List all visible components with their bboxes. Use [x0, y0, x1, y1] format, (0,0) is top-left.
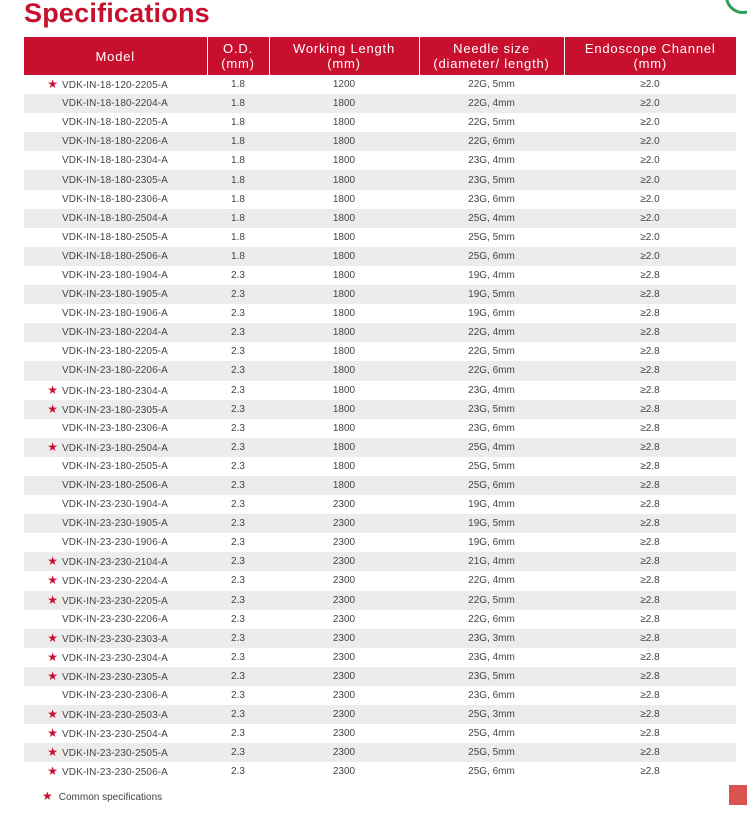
star-icon: ★: [47, 439, 58, 454]
od-cell: 2.3: [231, 269, 245, 281]
working-length-cell: 1800: [332, 269, 356, 281]
needle-size-cell: 19G, 5mm: [419, 514, 564, 533]
model-number: VDK-IN-18-180-2204-A: [62, 98, 168, 110]
needle-size-cell: 19G, 6mm: [468, 308, 515, 320]
working-length-cell: 2300: [332, 575, 356, 587]
endoscope-channel-cell: ≥2.8: [564, 361, 736, 380]
header-endoscope-channel: [564, 37, 736, 75]
star-icon: ★: [47, 668, 58, 683]
model-number: VDK-IN-23-230-1904-A: [62, 499, 168, 511]
model-number: VDK-IN-18-180-2505-A: [62, 231, 168, 243]
model-cell: [24, 304, 207, 323]
model-cell: [24, 342, 207, 361]
endoscope-channel-cell: ≥2.0: [564, 132, 736, 151]
od-cell: 2.3: [231, 460, 245, 472]
od-cell: 2.3: [231, 728, 245, 740]
od-cell: 2.3: [231, 537, 245, 549]
working-length-cell: 1800: [332, 308, 356, 320]
star-icon: ★: [47, 554, 58, 569]
model-cell: [24, 190, 207, 209]
od-cell: 2.3: [207, 400, 269, 419]
working-length-cell: 1800: [332, 231, 356, 243]
endoscope-channel-cell: ≥2.8: [564, 400, 736, 419]
table-row: [24, 571, 736, 590]
table-row: [24, 514, 736, 533]
model-cell: [24, 266, 207, 285]
header-model-label: Model: [95, 48, 135, 64]
model-cell: [24, 552, 207, 571]
od-cell: 2.3: [207, 743, 269, 762]
model-number: VDK-IN-18-180-2305-A: [62, 174, 168, 186]
endoscope-channel-cell: ≥2.8: [640, 766, 660, 778]
needle-size-cell: 23G, 6mm: [468, 690, 515, 702]
working-length-cell: 1800: [269, 209, 419, 228]
endoscope-channel-cell: ≥2.8: [640, 308, 660, 320]
endoscope-channel-cell: ≥2.8: [640, 728, 660, 740]
page-title: Specifications: [24, 0, 210, 28]
table-row: [24, 342, 736, 361]
table-row: [24, 285, 736, 304]
needle-size-cell: 25G, 6mm: [468, 766, 515, 778]
working-length-cell: 2300: [269, 591, 419, 610]
working-length-cell: 1800: [332, 155, 356, 167]
table-row: [24, 228, 736, 247]
endoscope-channel-cell: ≥2.8: [564, 552, 736, 571]
header-needle-size-label: Needle size: [453, 41, 530, 56]
model-cell: [24, 228, 207, 247]
star-icon: ★: [47, 592, 58, 607]
star-icon: ★: [47, 630, 58, 645]
table-row: [24, 743, 736, 762]
working-length-cell: 1800: [269, 400, 419, 419]
model-number: VDK-IN-23-180-2506-A: [62, 480, 168, 492]
star-icon: ★: [47, 573, 58, 588]
endoscope-channel-cell: ≥2.8: [564, 438, 736, 457]
needle-size-cell: 23G, 4mm: [468, 384, 515, 396]
needle-size-cell: 25G, 6mm: [419, 476, 564, 495]
endoscope-channel-cell: ≥2.8: [564, 476, 736, 495]
model-number: VDK-IN-18-180-2506-A: [62, 250, 168, 262]
header-endoscope-channel-label: Endoscope Channel: [584, 41, 716, 56]
working-length-cell: 2300: [269, 629, 419, 648]
legend-label: Common specifications: [58, 792, 163, 803]
od-cell: 2.3: [207, 323, 269, 342]
od-cell: 2.3: [231, 766, 245, 778]
od-cell: 1.8: [207, 247, 269, 266]
needle-size-cell: 22G, 5mm: [419, 591, 564, 610]
needle-size-cell: 22G, 5mm: [468, 79, 515, 91]
decorative-side-block: [729, 785, 747, 805]
table-row: [24, 400, 736, 419]
model-cell: [24, 724, 207, 743]
model-number: VDK-IN-18-120-2205-A: [62, 80, 168, 92]
working-length-cell: 1800: [332, 193, 356, 205]
needle-size-cell: 25G, 4mm: [419, 438, 564, 457]
endoscope-channel-cell: ≥2.8: [640, 575, 660, 587]
model-cell: [24, 667, 207, 686]
model-cell: [24, 94, 207, 113]
model-number: VDK-IN-23-230-2304-A: [62, 652, 168, 664]
model-number: VDK-IN-23-230-2305-A: [62, 671, 168, 683]
working-length-cell: 2300: [332, 728, 356, 740]
table-row: [24, 209, 736, 228]
endoscope-channel-cell: ≥2.8: [564, 285, 736, 304]
endoscope-channel-cell: ≥2.0: [640, 117, 660, 129]
endoscope-channel-cell: ≥2.0: [640, 79, 660, 91]
endoscope-channel-cell: ≥2.8: [640, 651, 660, 663]
needle-size-cell: 25G, 5mm: [468, 460, 515, 472]
model-number: VDK-IN-23-230-1905-A: [62, 518, 168, 530]
endoscope-channel-cell: ≥2.8: [640, 460, 660, 472]
endoscope-channel-cell: ≥2.8: [640, 384, 660, 396]
table-row: [24, 667, 736, 686]
working-length-cell: 2300: [269, 667, 419, 686]
od-cell: 2.3: [207, 591, 269, 610]
endoscope-channel-cell: ≥2.0: [564, 247, 736, 266]
od-cell: 2.3: [231, 690, 245, 702]
model-number: VDK-IN-18-180-2206-A: [62, 136, 168, 148]
table-row: [24, 361, 736, 380]
needle-size-cell: 25G, 5mm: [419, 743, 564, 762]
model-number: VDK-IN-23-230-2506-A: [62, 767, 168, 779]
working-length-cell: 1800: [269, 94, 419, 113]
needle-size-cell: 23G, 4mm: [468, 651, 515, 663]
needle-size-cell: 22G, 4mm: [419, 323, 564, 342]
header-needle-size-unit: (diameter/ length): [433, 56, 550, 71]
needle-size-cell: 19G, 6mm: [468, 537, 515, 549]
endoscope-channel-cell: ≥2.0: [564, 209, 736, 228]
od-cell: 2.3: [231, 499, 245, 511]
needle-size-cell: 22G, 4mm: [419, 94, 564, 113]
needle-size-cell: 25G, 4mm: [419, 209, 564, 228]
model-number: VDK-IN-23-230-2503-A: [62, 710, 168, 722]
working-length-cell: 1800: [332, 384, 356, 396]
needle-size-cell: 23G, 5mm: [419, 170, 564, 189]
needle-size-cell: 19G, 4mm: [468, 269, 515, 281]
table-row: [24, 648, 736, 667]
model-number: VDK-IN-23-180-2305-A: [62, 404, 168, 416]
star-icon: ★: [47, 707, 58, 722]
spec-table: [24, 37, 736, 781]
model-cell: [24, 571, 207, 590]
model-number: VDK-IN-23-180-2504-A: [62, 442, 168, 454]
star-icon: ★: [47, 726, 58, 741]
endoscope-channel-cell: ≥2.8: [564, 591, 736, 610]
model-cell: [24, 361, 207, 380]
endoscope-channel-cell: ≥2.0: [640, 193, 660, 205]
model-cell: [24, 400, 207, 419]
header-od: [207, 37, 269, 75]
header-endoscope-channel-unit: (mm): [633, 56, 668, 71]
model-number: VDK-IN-23-230-2303-A: [62, 633, 168, 645]
header-model: [24, 37, 207, 75]
endoscope-channel-cell: ≥2.8: [564, 323, 736, 342]
model-number: VDK-IN-23-180-2505-A: [62, 460, 168, 472]
table-row: [24, 438, 736, 457]
model-cell: [24, 438, 207, 457]
table-row: [24, 170, 736, 189]
table-row: [24, 151, 736, 170]
od-cell: 2.3: [207, 514, 269, 533]
od-cell: 2.3: [207, 667, 269, 686]
endoscope-channel-cell: ≥2.8: [564, 667, 736, 686]
working-length-cell: 1800: [269, 476, 419, 495]
model-number: VDK-IN-18-180-2306-A: [62, 193, 168, 205]
table-row: [24, 381, 736, 400]
working-length-cell: 1800: [269, 361, 419, 380]
spec-table-body: [24, 75, 736, 781]
endoscope-channel-cell: ≥2.8: [640, 499, 660, 511]
od-cell: 2.3: [207, 705, 269, 724]
needle-size-cell: 23G, 6mm: [468, 422, 515, 434]
table-row: [24, 190, 736, 209]
od-cell: 1.8: [207, 209, 269, 228]
working-length-cell: 1800: [269, 132, 419, 151]
working-length-cell: 1800: [269, 247, 419, 266]
model-number: VDK-IN-23-180-2204-A: [62, 327, 168, 339]
endoscope-channel-cell: ≥2.8: [640, 269, 660, 281]
model-cell: [24, 514, 207, 533]
endoscope-channel-cell: ≥2.0: [564, 170, 736, 189]
header-working-length: [269, 37, 419, 75]
model-cell: [24, 132, 207, 151]
od-cell: 2.3: [207, 552, 269, 571]
table-row: [24, 629, 736, 648]
needle-size-cell: 19G, 4mm: [468, 499, 515, 511]
table-row: [24, 304, 736, 323]
model-number: VDK-IN-18-180-2205-A: [62, 117, 168, 129]
star-icon: ★: [47, 77, 58, 92]
working-length-cell: 2300: [269, 514, 419, 533]
endoscope-channel-cell: ≥2.8: [564, 629, 736, 648]
model-cell: [24, 743, 207, 762]
header-working-length-label: Working Length: [292, 41, 396, 56]
needle-size-cell: 22G, 6mm: [419, 361, 564, 380]
header-working-length-unit: (mm): [327, 56, 361, 71]
working-length-cell: 2300: [269, 705, 419, 724]
model-number: VDK-IN-23-230-1906-A: [62, 537, 168, 549]
working-length-cell: 1800: [269, 285, 419, 304]
working-length-cell: 1800: [332, 117, 356, 129]
needle-size-cell: 22G, 4mm: [468, 575, 515, 587]
model-cell: [24, 686, 207, 705]
od-cell: 2.3: [231, 651, 245, 663]
needle-size-cell: 22G, 5mm: [468, 346, 515, 358]
model-cell: [24, 495, 207, 514]
od-cell: 2.3: [207, 285, 269, 304]
model-cell: [24, 209, 207, 228]
endoscope-channel-cell: ≥2.8: [564, 743, 736, 762]
decorative-corner-arc: [725, 0, 747, 14]
endoscope-channel-cell: ≥2.0: [564, 94, 736, 113]
model-cell: [24, 629, 207, 648]
working-length-cell: 2300: [332, 766, 356, 778]
model-cell: [24, 151, 207, 170]
model-number: VDK-IN-23-230-2204-A: [62, 576, 168, 588]
model-cell: [24, 419, 207, 438]
endoscope-channel-cell: ≥2.8: [564, 514, 736, 533]
model-number: VDK-IN-18-180-2504-A: [62, 212, 168, 224]
table-row: [24, 476, 736, 495]
table-row: [24, 94, 736, 113]
working-length-cell: 1800: [269, 170, 419, 189]
working-length-cell: 2300: [269, 552, 419, 571]
needle-size-cell: 22G, 6mm: [468, 613, 515, 625]
table-row: [24, 610, 736, 629]
model-number: VDK-IN-23-230-2206-A: [62, 613, 168, 625]
star-icon: ★: [47, 764, 58, 779]
od-cell: 1.8: [207, 132, 269, 151]
working-length-cell: 1800: [269, 438, 419, 457]
od-cell: 2.3: [231, 308, 245, 320]
header-row: [24, 37, 736, 75]
needle-size-cell: 25G, 3mm: [419, 705, 564, 724]
needle-size-cell: 25G, 4mm: [468, 728, 515, 740]
model-cell: [24, 591, 207, 610]
model-cell: [24, 113, 207, 132]
working-length-cell: 2300: [332, 690, 356, 702]
od-cell: 1.8: [231, 231, 245, 243]
model-number: VDK-IN-23-230-2306-A: [62, 690, 168, 702]
endoscope-channel-cell: ≥2.8: [640, 346, 660, 358]
od-cell: 1.8: [207, 170, 269, 189]
model-cell: [24, 381, 207, 400]
star-icon: ★: [42, 789, 53, 803]
table-row: [24, 457, 736, 476]
model-number: VDK-IN-23-180-2304-A: [62, 385, 168, 397]
model-number: VDK-IN-23-230-2104-A: [62, 557, 168, 569]
working-length-cell: 2300: [332, 613, 356, 625]
needle-size-cell: 23G, 5mm: [419, 400, 564, 419]
working-length-cell: 1800: [332, 422, 356, 434]
spec-table-container: [24, 37, 736, 781]
needle-size-cell: 23G, 4mm: [468, 155, 515, 167]
model-number: VDK-IN-23-180-2206-A: [62, 365, 168, 377]
needle-size-cell: 22G, 6mm: [419, 132, 564, 151]
working-length-cell: 2300: [269, 743, 419, 762]
needle-size-cell: 22G, 5mm: [468, 117, 515, 129]
model-cell: [24, 476, 207, 495]
model-cell: [24, 648, 207, 667]
od-cell: 1.8: [231, 155, 245, 167]
header-od-unit: (mm): [221, 56, 255, 71]
working-length-cell: 2300: [332, 499, 356, 511]
table-row: [24, 552, 736, 571]
working-length-cell: 2300: [332, 537, 356, 549]
model-cell: [24, 705, 207, 724]
needle-size-cell: 23G, 3mm: [419, 629, 564, 648]
star-icon: ★: [47, 401, 58, 416]
od-cell: 2.3: [207, 629, 269, 648]
table-row: [24, 323, 736, 342]
needle-size-cell: 25G, 5mm: [468, 231, 515, 243]
od-cell: 2.3: [231, 346, 245, 358]
header-needle-size: [419, 37, 564, 75]
working-length-cell: 1800: [269, 323, 419, 342]
model-cell: [24, 170, 207, 189]
model-cell: [24, 285, 207, 304]
od-cell: 2.3: [207, 476, 269, 495]
table-row: [24, 132, 736, 151]
model-cell: [24, 457, 207, 476]
endoscope-channel-cell: ≥2.0: [640, 155, 660, 167]
working-length-cell: 2300: [332, 651, 356, 663]
needle-size-cell: 23G, 6mm: [468, 193, 515, 205]
star-icon: ★: [47, 649, 58, 664]
table-row: [24, 495, 736, 514]
endoscope-channel-cell: ≥2.8: [640, 690, 660, 702]
table-row: [24, 247, 736, 266]
table-row: [24, 266, 736, 285]
needle-size-cell: 21G, 4mm: [419, 552, 564, 571]
od-cell: 2.3: [207, 438, 269, 457]
needle-size-cell: 25G, 6mm: [419, 247, 564, 266]
table-row: [24, 113, 736, 132]
legend: [42, 789, 162, 803]
model-cell: [24, 762, 207, 781]
model-number: VDK-IN-23-180-1904-A: [62, 269, 168, 281]
model-cell: [24, 323, 207, 342]
model-cell: [24, 247, 207, 266]
working-length-cell: 1800: [332, 460, 356, 472]
star-icon: ★: [47, 382, 58, 397]
working-length-cell: 1800: [332, 346, 356, 358]
star-icon: ★: [47, 745, 58, 760]
od-cell: 2.3: [231, 384, 245, 396]
model-cell: [24, 533, 207, 552]
od-cell: 1.8: [207, 94, 269, 113]
model-number: VDK-IN-18-180-2304-A: [62, 155, 168, 167]
model-number: VDK-IN-23-180-1905-A: [62, 289, 168, 301]
table-row: [24, 705, 736, 724]
od-cell: 1.8: [231, 79, 245, 91]
table-row: [24, 591, 736, 610]
od-cell: 2.3: [231, 575, 245, 587]
table-row: [24, 419, 736, 438]
model-number: VDK-IN-23-230-2205-A: [62, 595, 168, 607]
od-cell: 2.3: [231, 613, 245, 625]
model-number: VDK-IN-23-230-2505-A: [62, 748, 168, 760]
model-number: VDK-IN-23-180-2306-A: [62, 422, 168, 434]
header-od-label: O.D.: [223, 41, 253, 56]
needle-size-cell: 23G, 5mm: [419, 667, 564, 686]
endoscope-channel-cell: ≥2.8: [640, 537, 660, 549]
model-number: VDK-IN-23-180-2205-A: [62, 346, 168, 358]
table-row: [24, 762, 736, 781]
table-row: [24, 533, 736, 552]
model-cell: [24, 610, 207, 629]
endoscope-channel-cell: ≥2.8: [564, 705, 736, 724]
od-cell: 1.8: [231, 193, 245, 205]
od-cell: 2.3: [231, 422, 245, 434]
od-cell: 1.8: [231, 117, 245, 129]
table-row: [24, 75, 736, 94]
needle-size-cell: 19G, 5mm: [419, 285, 564, 304]
model-number: VDK-IN-23-180-1906-A: [62, 308, 168, 320]
model-number: VDK-IN-23-230-2504-A: [62, 729, 168, 741]
model-cell: [24, 75, 207, 94]
table-row: [24, 724, 736, 743]
od-cell: 2.3: [207, 361, 269, 380]
table-row: [24, 686, 736, 705]
endoscope-channel-cell: ≥2.8: [640, 613, 660, 625]
working-length-cell: 1200: [332, 79, 356, 91]
endoscope-channel-cell: ≥2.0: [640, 231, 660, 243]
endoscope-channel-cell: ≥2.8: [640, 422, 660, 434]
